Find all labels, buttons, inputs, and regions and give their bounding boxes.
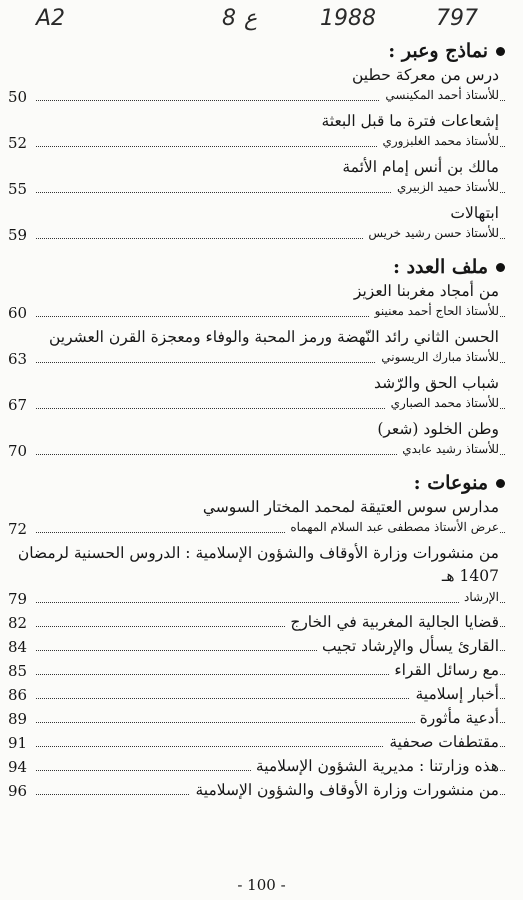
toc-entry-title: من أمجاد مغربنا العزيز bbox=[353, 282, 499, 300]
toc-entry-row bbox=[0, 178, 523, 202]
toc-entry-row bbox=[0, 518, 523, 542]
section-heading bbox=[0, 470, 523, 496]
section-heading-text: ملف العدد : bbox=[392, 256, 488, 278]
toc-entry-row bbox=[0, 612, 523, 636]
toc-entry-title: شباب الحق والرّشد bbox=[374, 374, 499, 392]
toc-entry-title: مع رسائل القراء bbox=[389, 661, 499, 679]
toc-entry-title: قضايا الجالية المغربية في الخارج bbox=[285, 613, 499, 631]
toc-entry-row bbox=[0, 302, 523, 326]
table-of-contents bbox=[0, 38, 523, 804]
toc-entry-page: 70 bbox=[8, 442, 28, 460]
toc-entry-row bbox=[0, 756, 523, 780]
handwritten-note-middle-b: ع bbox=[244, 6, 258, 31]
section-heading bbox=[0, 38, 523, 64]
toc-entry-row bbox=[0, 660, 523, 684]
toc-entry-page: 89 bbox=[8, 710, 28, 728]
page-number: - 100 - bbox=[237, 876, 286, 894]
dot-leader bbox=[36, 602, 505, 603]
toc-entry-title: مالك بن أنس إمام الأئمة bbox=[342, 158, 499, 176]
toc-entry-author: عرض الأستاذ مصطفى عبد السلام المهماه bbox=[285, 520, 499, 534]
toc-entry-author: للأستاذ حميد الزبيري bbox=[392, 180, 499, 194]
toc-entry-page: 59 bbox=[8, 226, 28, 244]
toc-entry-page: 91 bbox=[8, 734, 28, 752]
toc-entry-title: من منشورات وزارة الأوقاف والشؤون الإسلامية : الدروس الحسنية لرمضان 1407 هـ bbox=[17, 544, 499, 585]
bullet-icon bbox=[496, 479, 505, 488]
section-heading-text: منوعات : bbox=[413, 472, 488, 494]
toc-entry-row bbox=[0, 780, 523, 804]
bullet-icon bbox=[496, 263, 505, 272]
toc-entry-author: للأستاذ محمد الغلبزوري bbox=[377, 134, 499, 148]
toc-entry-page: 72 bbox=[8, 520, 28, 538]
toc-entry-page: 55 bbox=[8, 180, 28, 198]
toc-entry-page: 63 bbox=[8, 350, 28, 368]
toc-entry-title: أخبار إسلامية bbox=[410, 685, 499, 703]
toc-entry-row bbox=[0, 86, 523, 110]
toc-entry-row bbox=[0, 684, 523, 708]
toc-entry-row bbox=[0, 708, 523, 732]
toc-entry-title: إشعاعات فترة ما قبل البعثة bbox=[321, 112, 499, 130]
toc-entry-title: الحسن الثاني رائد النّهضة ورمز المحبة والوفاء ومعجزة القرن العشرين bbox=[48, 328, 499, 346]
toc-entry-title: من منشورات وزارة الأوقاف والشؤون الإسلامية bbox=[190, 781, 499, 799]
toc-entry-title: هذه وزارتنا : مديرية الشؤون الإسلامية bbox=[251, 757, 499, 775]
toc-entry-page: 86 bbox=[8, 686, 28, 704]
toc-entry-author: للأستاذ أحمد المكينسي bbox=[380, 88, 499, 102]
toc-entry-row bbox=[0, 732, 523, 756]
toc-entry-title: درس من معركة حطين bbox=[352, 66, 499, 84]
toc-entry-author: للأستاذ مبارك الريسوني bbox=[376, 350, 499, 364]
section-heading bbox=[0, 254, 523, 280]
toc-entry-row bbox=[0, 636, 523, 660]
toc-entry-row bbox=[0, 348, 523, 372]
toc-entry-page: 96 bbox=[8, 782, 28, 800]
handwritten-note-middle-a: 8 bbox=[222, 6, 236, 31]
toc-entry-page: 79 bbox=[8, 590, 28, 608]
toc-entry-page: 85 bbox=[8, 662, 28, 680]
toc-entry-author: للأستاذ رشيد عابدي bbox=[397, 442, 499, 456]
toc-entry-row bbox=[0, 440, 523, 464]
toc-entry-page: 60 bbox=[8, 304, 28, 322]
toc-entry-author: الإرشاد bbox=[459, 590, 499, 604]
handwritten-year: 1988 bbox=[320, 6, 376, 31]
toc-entry-author: للأستاذ الحاج أحمد معنينو bbox=[370, 304, 499, 318]
toc-entry-title: القارئ يسأل والإرشاد تجيب bbox=[317, 637, 499, 655]
toc-entry-page: 50 bbox=[8, 88, 28, 106]
toc-entry-title: ابتهالات bbox=[450, 204, 499, 222]
toc-entry-title: أدعية مأثورة bbox=[415, 709, 499, 727]
toc-entry-author: للأستاذ محمد الصباري bbox=[386, 396, 499, 410]
toc-entry-title: وطن الخلود (شعر) bbox=[377, 420, 499, 438]
toc-entry-row bbox=[0, 224, 523, 248]
section-heading-text: نماذج وعبر : bbox=[388, 40, 488, 62]
toc-entry-page: 84 bbox=[8, 638, 28, 656]
toc-entry-row bbox=[0, 394, 523, 418]
toc-entry-author: للأستاذ حسن رشيد خريس bbox=[363, 226, 499, 240]
handwritten-note-right: 797 bbox=[436, 6, 478, 31]
toc-entry-page: 82 bbox=[8, 614, 28, 632]
toc-entry-page: 52 bbox=[8, 134, 28, 152]
toc-entry-page: 94 bbox=[8, 758, 28, 776]
toc-entry-row bbox=[0, 588, 523, 612]
toc-entry-row bbox=[0, 132, 523, 156]
toc-entry-title: مقتطفات صحفية bbox=[384, 733, 499, 751]
bullet-icon bbox=[496, 47, 505, 56]
toc-entry-title: مدارس سوس العتيقة لمحمد المختار السوسي bbox=[202, 498, 499, 516]
toc-entry-page: 67 bbox=[8, 396, 28, 414]
handwritten-note-left: A2 bbox=[36, 6, 66, 31]
